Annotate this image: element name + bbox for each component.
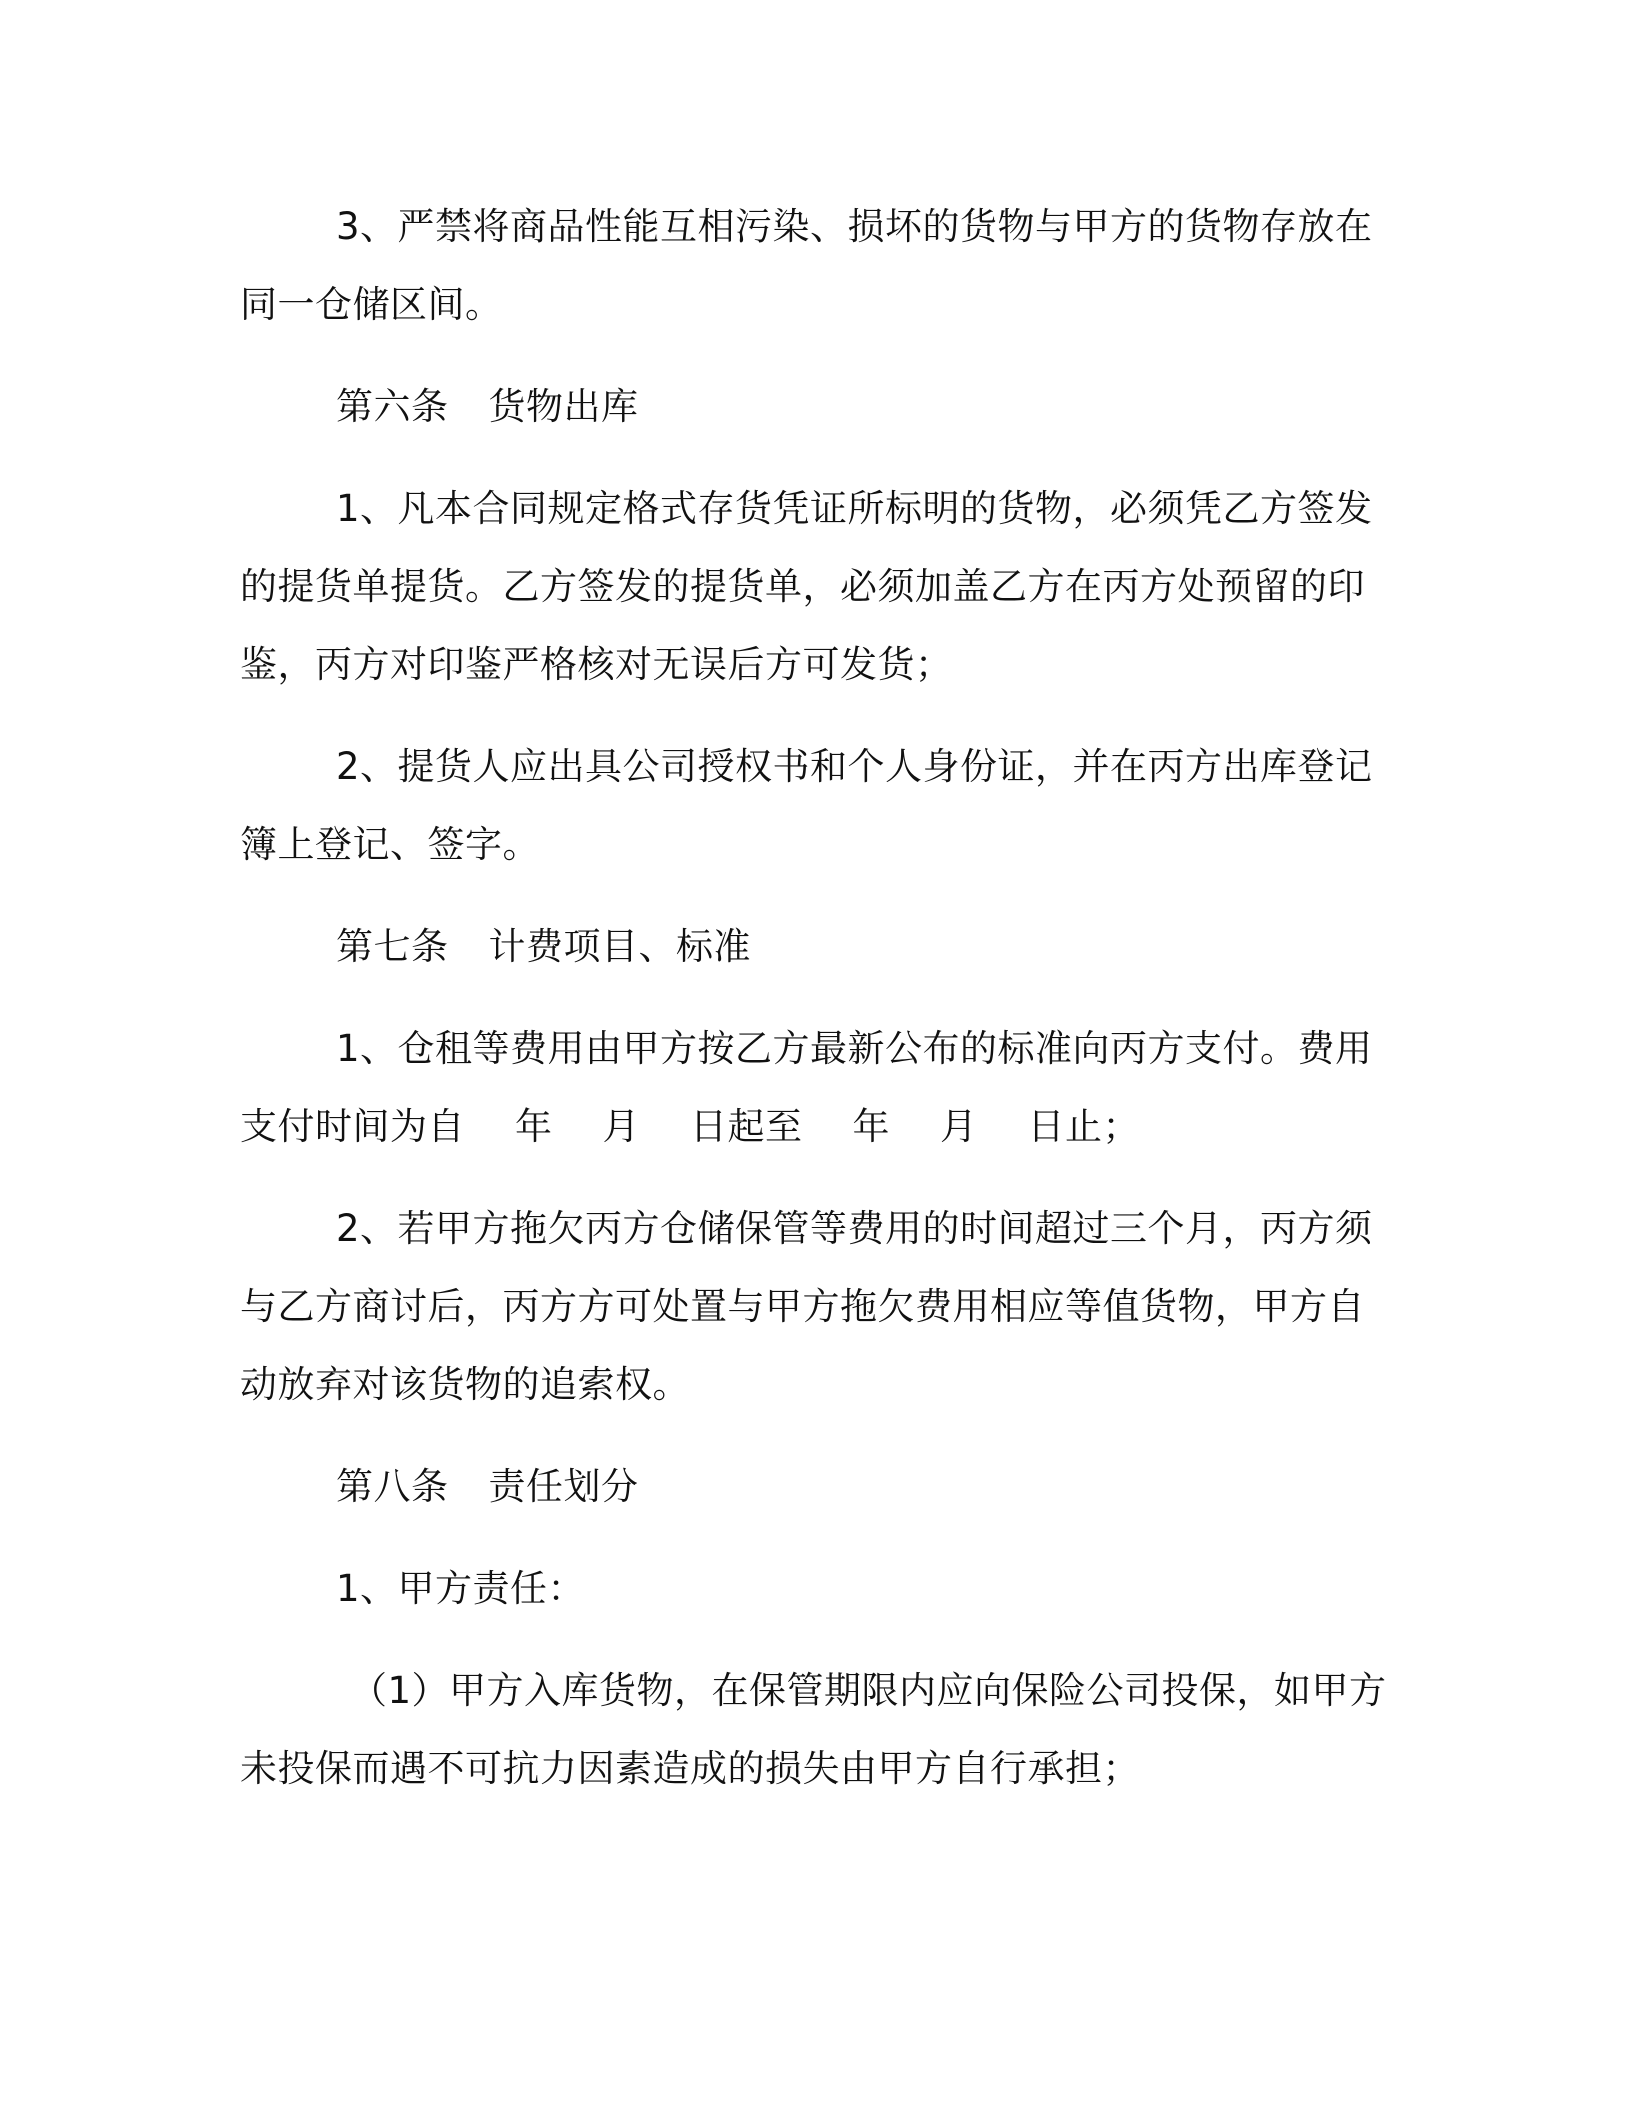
article-number: 第七条 [336,925,449,968]
paragraph-line: 动放弃对该货物的追索权。 [240,1363,690,1406]
paragraph-line: 1、仓租等费用由甲方按乙方最新公布的标准向丙方支付。费用 [336,1027,1373,1070]
paragraph-line: 未投保而遇不可抗力因素造成的损失由甲方自行承担； [240,1747,1140,1790]
year-label: 年 [852,1105,890,1148]
clause-3-paragraph [240,188,1373,344]
month-label: 月 [602,1105,640,1148]
paragraph-line: 与乙方商讨后，丙方方可处置与甲方拖欠费用相应等值货物，甲方自 [240,1285,1365,1328]
paragraph-line: 的提货单提货。乙方签发的提货单，必须加盖乙方在丙方处预留的印 [240,565,1365,608]
day-end-label: 日止； [1027,1105,1140,1148]
article-7-heading [240,908,1360,986]
paragraph-line: （1）甲方入库货物，在保管期限内应向保险公司投保，如甲方 [350,1669,1387,1712]
article-6-item-1 [240,470,1373,704]
month-label: 月 [940,1105,978,1148]
article-6-heading [240,368,1360,446]
payment-period-line [240,1088,1360,1166]
paragraph-line: 3、严禁将商品性能互相污染、损坏的货物与甲方的货物存放在 [336,205,1373,248]
paragraph-line: 同一仓储区间。 [240,283,503,326]
article-7-item-2 [240,1190,1373,1424]
article-number: 第八条 [336,1465,449,1508]
document-body [240,188,1387,1832]
article-8-item-1-sub-1 [240,1652,1387,1808]
payment-period-prefix: 支付时间为自 [240,1105,465,1148]
article-heading-line [240,908,1360,986]
paragraph-line: 簿上登记、签字。 [240,823,540,866]
article-title: 责任划分 [488,1465,639,1508]
paragraph-line: 2、提货人应出具公司授权书和个人身份证，并在丙方出库登记 [336,745,1373,788]
article-8-heading [240,1448,1360,1526]
article-title: 计费项目、标准 [488,925,751,968]
paragraph-line: 1、甲方责任： [336,1567,586,1610]
article-7-item-1 [240,1010,1373,1166]
day-start-label: 日起至 [690,1105,803,1148]
article-8-item-1 [240,1550,1360,1628]
paragraph-line: 1、凡本合同规定格式存货凭证所标明的货物，必须凭乙方签发 [336,487,1373,530]
year-label: 年 [515,1105,553,1148]
article-heading-line [240,1448,1360,1526]
paragraph-line: 2、若甲方拖欠丙方仓储保管等费用的时间超过三个月，丙方须 [336,1207,1373,1250]
paragraph-line: 鉴，丙方对印鉴严格核对无误后方可发货； [240,643,953,686]
article-number: 第六条 [336,385,449,428]
article-heading-line [240,368,1360,446]
article-title: 货物出库 [488,385,639,428]
article-6-item-2 [240,728,1373,884]
